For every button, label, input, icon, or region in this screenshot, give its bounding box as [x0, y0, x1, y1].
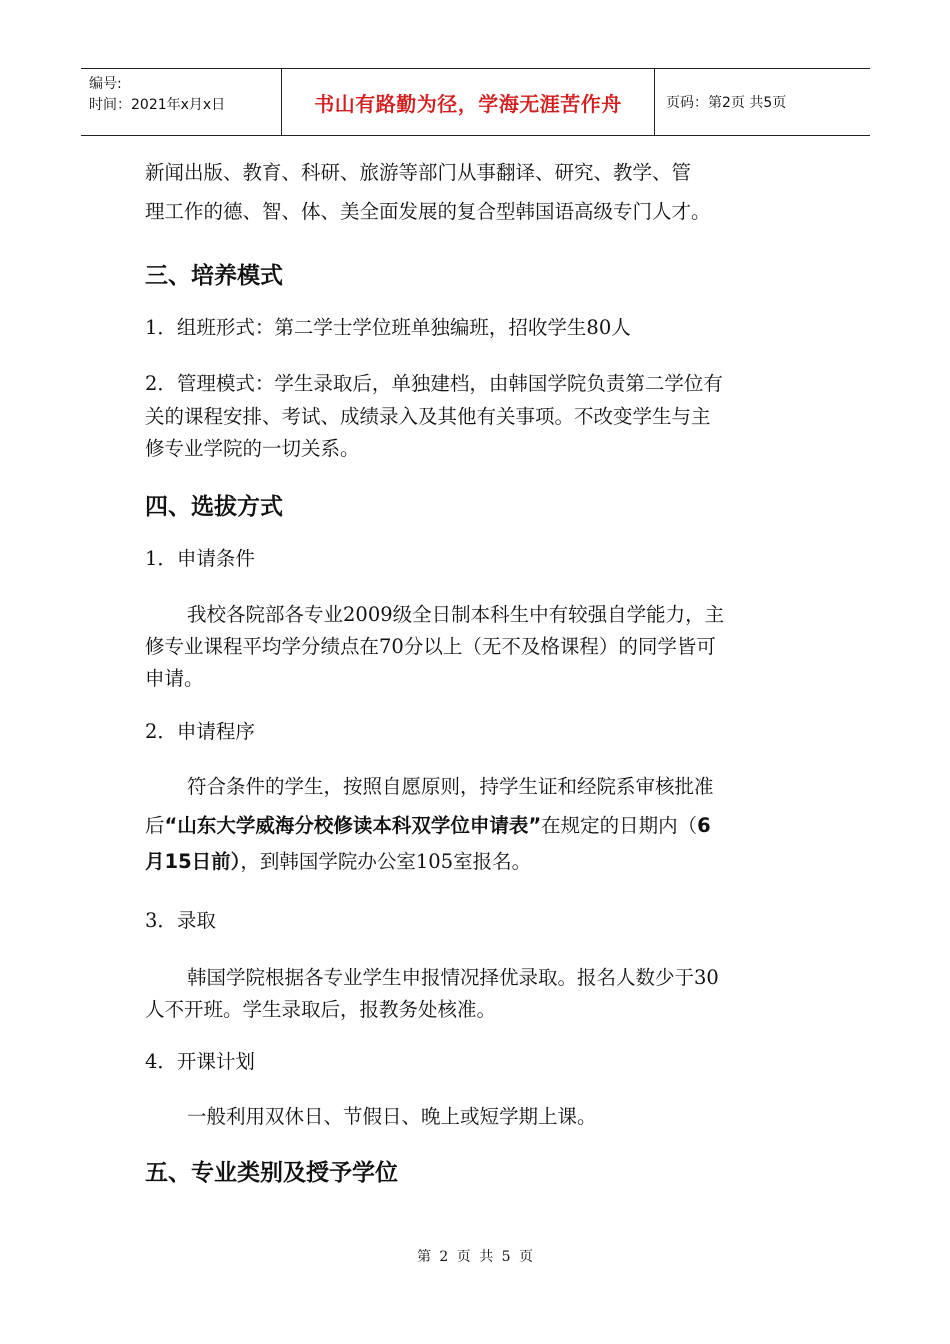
subsection-title: 4．开课计划 — [145, 1050, 255, 1073]
paragraph-line: 我校各院部各专业2009级全日制本科生中有较强自学能力，主 — [187, 603, 725, 626]
text-fragment: ，到韩国学院办公室105室报名。 — [240, 850, 532, 873]
section-heading-3: 三、培养模式 — [145, 263, 283, 289]
document-header — [81, 68, 870, 136]
list-item: 1．组班形式：第二学士学位班单独编班，招收学生80人 — [145, 316, 631, 339]
section-heading-5: 五、专业类别及授予学位 — [145, 1160, 398, 1186]
paragraph-line: 理工作的德、智、体、美全面发展的复合型韩国语高级专门人才。 — [145, 200, 711, 223]
list-item: 2．管理模式：学生录取后，单独建档，由韩国学院负责第二学位有 — [145, 372, 723, 395]
section-heading-4: 四、选拔方式 — [145, 494, 283, 520]
paragraph-line: 一般利用双休日、节假日、晚上或短学期上课。 — [187, 1105, 597, 1128]
paragraph-line — [145, 849, 531, 875]
header-page-info: 页码：第2页 共5页 — [666, 95, 787, 111]
header-motto: 书山有路勤为径，学海无涯苦作舟 — [282, 69, 655, 135]
text-fragment: 后 — [145, 814, 165, 837]
date-bold: 6 — [697, 814, 711, 837]
header-meta — [81, 69, 282, 135]
paragraph-line — [145, 813, 711, 839]
page-footer: 第 2 页 共 5 页 — [416, 1249, 534, 1265]
paragraph-line: 符合条件的学生，按照自愿原则，持学生证和经院系审核批准 — [187, 775, 714, 798]
paragraph-line: 关的课程安排、考试、成绩录入及其他有关事项。不改变学生与主 — [145, 405, 711, 428]
subsection-title: 1．申请条件 — [145, 547, 255, 570]
time-label: 时间：2021年x月x日 — [89, 97, 226, 113]
paragraph-line: 申请。 — [145, 667, 204, 690]
subsection-title: 3．录取 — [145, 909, 216, 932]
text-fragment: 在规定的日期内（ — [541, 814, 698, 837]
paragraph-line: 韩国学院根据各专业学生申报情况择优录取。报名人数少于30 — [187, 966, 719, 989]
subsection-title: 2．申请程序 — [145, 720, 255, 743]
date-bold: 月15日前） — [145, 850, 241, 873]
form-name-bold: “山东大学威海分校修读本科双学位申请表” — [164, 814, 542, 837]
number-label: 编号: — [89, 76, 122, 92]
paragraph-line: 人不开班。学生录取后，报教务处核准。 — [145, 998, 497, 1021]
paragraph-line: 修专业学院的一切关系。 — [145, 437, 360, 460]
paragraph-line: 修专业课程平均学分绩点在70分以上（无不及格课程）的同学皆可 — [145, 635, 716, 658]
paragraph-line: 新闻出版、教育、科研、旅游等部门从事翻译、研究、教学、管 — [145, 161, 692, 184]
